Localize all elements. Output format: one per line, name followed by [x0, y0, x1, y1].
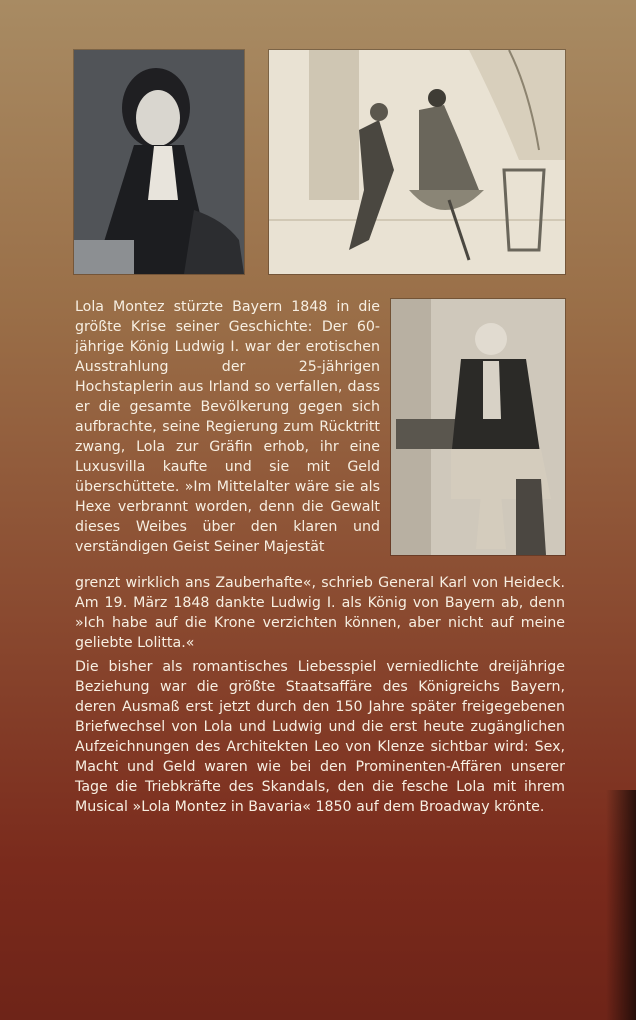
caricature-scene-lithograph [268, 49, 566, 275]
intro-continuation-text [75, 573, 565, 653]
decorative-corner [606, 790, 636, 1020]
intro-paragraph: Lola Montez stürzte Bayern 1848 in die größte Krise seiner Geschichte: Der 60-jährige König Ludwig I. war der erotischen Ausstrahlung der 25-jährigen Hochstaplerin aus Irland so verfallen, dass er die gesamte Bevölkerung gegen sich aufbrachte, seine Regierung zum Rücktritt zwang, Lola zur Gräfin erhob, ihr eine Luxusvilla kaufte und sie mit Geld überschüttete. »Im Mittelalter wäre sie als Hexe verbrannt worden, denn die Gewalt dieses Weibes über den klaren und verständigen Geist Seiner Majestät [75, 299, 380, 555]
king-ludwig-seated-photo [390, 298, 566, 556]
second-paragraph-text [75, 657, 565, 817]
intro-continuation: grenzt wirklich ans Zauberhafte«, schrieb General Karl von Heideck. Am 19. März 1848 dankte Ludwig I. als König von Bayern ab, denn »Ich habe auf die Krone verzichten können, aber nicht auf meine geliebte Lolitta.« [75, 575, 565, 651]
lola-montez-portrait [73, 49, 245, 275]
second-paragraph: Die bisher als romantisches Liebesspiel verniedlichte dreijährige Beziehung war die größte Staatsaffäre des Königreichs Bayern, deren Ausmaß erst jetzt durch den 150 Jahre später freigegebenen Briefwechsel von Lola und Ludwig und die erst heute zugänglichen Aufzeichnungen des Architekten Leo von Klenze sichtbar wird: Sex, Macht und Geld waren wie bei den Prominenten-Affären unserer Tage die Triebkräfte des Skandals, den die fesche Lola mit ihrem Musical »Lola Montez in Bavaria« 1850 auf dem Broadway krönte. [75, 659, 565, 815]
intro-wrap-text [75, 297, 380, 557]
